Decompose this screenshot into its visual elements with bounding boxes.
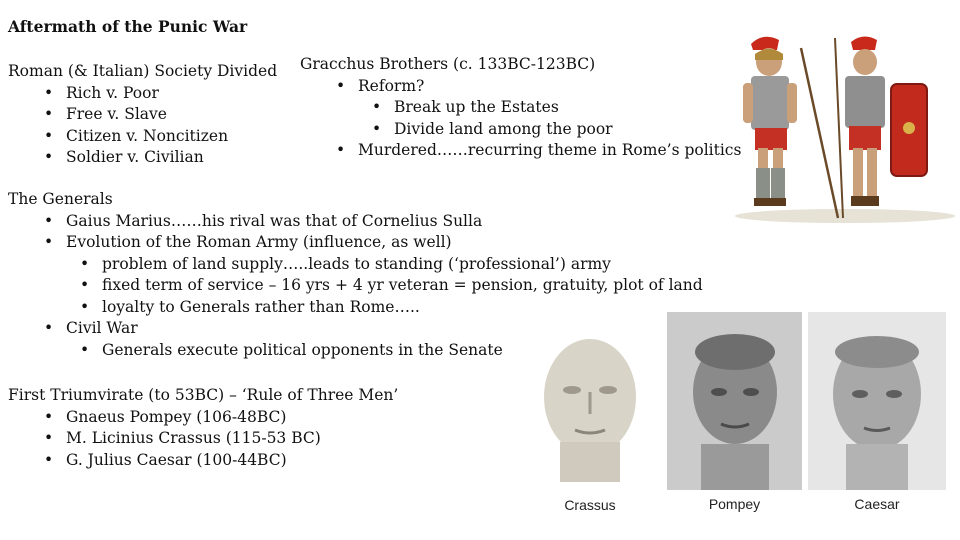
- gracchus-reform-item: • Break up the Estates: [394, 97, 741, 119]
- slide-title: Aftermath of the Punic War: [8, 17, 248, 36]
- evolution-item: • loyalty to Generals rather than Rome…..: [102, 297, 703, 319]
- crassus-caption: Crassus: [564, 497, 616, 513]
- evolution-item: • fixed term of service – 16 yrs + 4 yr veteran = pension, gratuity, plot of land: [102, 275, 703, 297]
- triumvirate-section: [8, 385, 398, 471]
- pompey-bust-image: [667, 312, 802, 490]
- gracchus-reform-item: • Divide land among the poor: [394, 119, 741, 141]
- evolution-item: • problem of land supply…..leads to standing (‘professional’) army: [102, 254, 703, 276]
- gracchus-murdered: • Murdered……recurring theme in Rome’s politics: [358, 140, 741, 162]
- society-section: [8, 61, 277, 169]
- crassus-bust-image: [520, 312, 660, 490]
- society-item: • Soldier v. Civilian: [66, 147, 277, 169]
- gracchus-heading: Gracchus Brothers (c. 133BC-123BC): [300, 55, 596, 73]
- caesar-caption: Caesar: [854, 496, 900, 512]
- gracchus-list: [300, 76, 741, 162]
- society-item: • Citizen v. Noncitizen: [66, 126, 277, 148]
- gracchus-section: [300, 54, 741, 162]
- society-item: • Rich v. Poor: [66, 83, 277, 105]
- roman-soldiers-image: [733, 28, 958, 223]
- triumvirate-item: • Gnaeus Pompey (106-48BC): [66, 407, 398, 429]
- generals-marius: • Gaius Marius……his rival was that of Cornelius Sulla: [66, 211, 703, 233]
- triumvirate-item: • M. Licinius Crassus (115-53 BC): [66, 428, 398, 450]
- triumvirate-heading: First Triumvirate (to 53BC) – ‘Rule of Three Men’: [8, 386, 399, 404]
- triumvirate-item: • G. Julius Caesar (100-44BC): [66, 450, 398, 472]
- generals-heading: The Generals: [8, 190, 113, 208]
- civil-war-item: • Generals execute political opponents in the Senate: [102, 340, 703, 362]
- society-heading: Roman (& Italian) Society Divided: [8, 62, 278, 80]
- generals-civil-war: • Civil War: [66, 318, 703, 340]
- caesar-bust-image: [808, 312, 946, 490]
- generals-evolution: • Evolution of the Roman Army (influence, as well): [66, 232, 703, 254]
- triumvirate-list: [8, 407, 398, 472]
- pompey-caption: Pompey: [708, 496, 761, 512]
- society-list: [8, 83, 277, 169]
- gracchus-reform: • Reform?: [358, 76, 741, 98]
- society-item: • Free v. Slave: [66, 104, 277, 126]
